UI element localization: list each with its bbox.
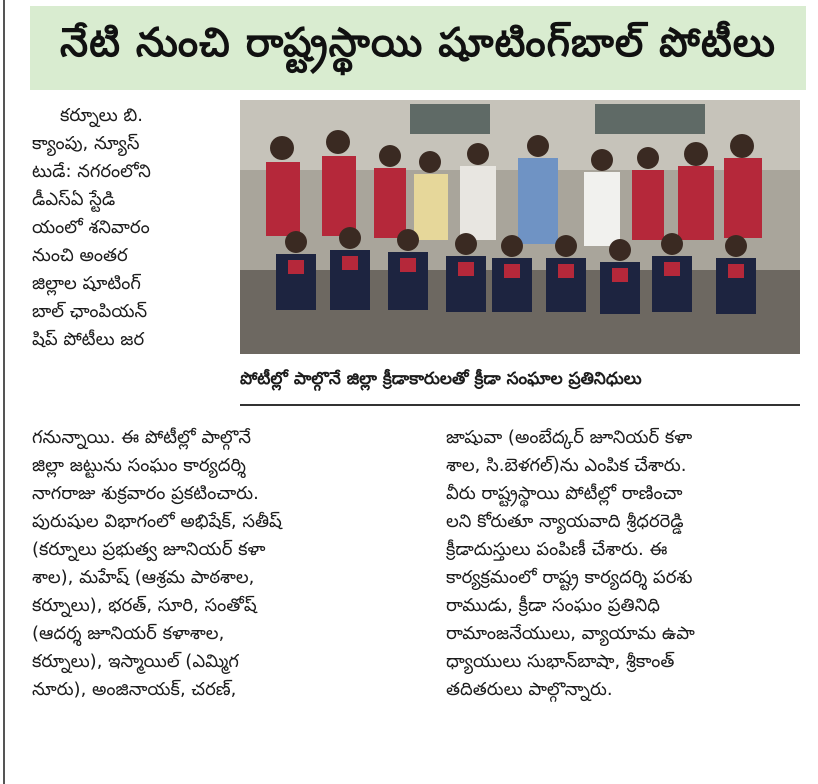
article-line: (కర్నూలు ప్రభుత్వ జూనియర్ కళా bbox=[32, 539, 266, 560]
page-edge-rule bbox=[3, 0, 5, 784]
article-column-left-bottom bbox=[32, 424, 432, 704]
article-line: కార్యక్రమంలో రాష్ట్ర కార్యదర్శి పరశు bbox=[446, 567, 693, 588]
article-line: యంలో శనివారం bbox=[32, 217, 150, 238]
article-line: గనున్నాయి. ఈ పోటీల్లో పాల్గొనే bbox=[32, 427, 252, 448]
article-line: నుంచి అంతర bbox=[32, 245, 128, 266]
article-column-right bbox=[446, 424, 812, 704]
article-line: షిప్ పోటీలు జర bbox=[32, 329, 145, 350]
article-line: లని కోరుతూ న్యాయవాది శ్రీధరరెడ్డి bbox=[446, 511, 684, 532]
article-line: జాషువా (అంబేద్కర్ జూనియర్ కళా bbox=[446, 427, 693, 448]
article-line: టుడే: నగరంలోని bbox=[32, 161, 151, 182]
article-line: డీఎస్ఏ స్టేడి bbox=[32, 189, 116, 210]
article-line: కర్నూలు), భరత్, సూరి, సంతోష్ bbox=[32, 595, 257, 616]
headline: నేటి నుంచి రాష్ట్రస్థాయి షూటింగ్‌బాల్ పోటీలు bbox=[60, 20, 776, 66]
article-line: బాల్ ఛాంపియన్ bbox=[32, 301, 148, 322]
article-line: జిల్లాల షూటింగ్ bbox=[32, 273, 141, 294]
article-line: కర్నూలు), ఇస్మాయిల్ (ఎమ్మిగ bbox=[32, 651, 239, 672]
article-line: తదితరులు పాల్గొన్నారు. bbox=[446, 679, 613, 700]
team-photo bbox=[240, 100, 800, 354]
article-line: కర్నూలు బి. bbox=[60, 105, 143, 126]
article-line: ధ్యాయులు సుభాన్‌బాషా, శ్రీకాంత్ bbox=[446, 651, 675, 672]
article-line: క్రీడాదుస్తులు పంపిణీ చేశారు. ఈ bbox=[446, 539, 668, 560]
article-line: క్యాంపు, న్యూస్ bbox=[32, 133, 140, 154]
article-line: రామాంజనేయులు, వ్యాయామ ఉపా bbox=[446, 623, 695, 644]
article-line: శాల), మహేష్ (ఆశ్రమ పాఠశాల, bbox=[32, 567, 255, 588]
headline-banner bbox=[30, 6, 806, 90]
article-line: రాముడు, క్రీడా సంఘం ప్రతినిధి bbox=[446, 595, 660, 616]
team-photo-illustration bbox=[240, 100, 800, 354]
article-line: వీరు రాష్ట్రస్థాయి పోటీల్లో రాణించా bbox=[446, 483, 683, 504]
article-line: జిల్లా జట్టును సంఘం కార్యదర్శి bbox=[32, 455, 246, 476]
article-line: పురుషుల విభాగంలో అభిషేక్, సతీష్ bbox=[32, 511, 282, 532]
article-line: (ఆదర్శ జూనియర్ కళాశాల, bbox=[32, 623, 225, 644]
photo-caption: పోటీల్లో పాల్గొనే జిల్లా క్రీడాకారులతో క్రీడా సంఘాల ప్రతినిధులు bbox=[240, 358, 800, 406]
article-line: నూరు), అంజినాయక్, చరణ్, bbox=[32, 679, 237, 700]
article-line: శాల, సి.బెళగల్)ను ఎంపిక చేశారు. bbox=[446, 455, 687, 476]
article-line: నాగరాజు శుక్రవారం ప్రకటించారు. bbox=[32, 483, 259, 504]
article-column-left-top bbox=[32, 102, 232, 354]
